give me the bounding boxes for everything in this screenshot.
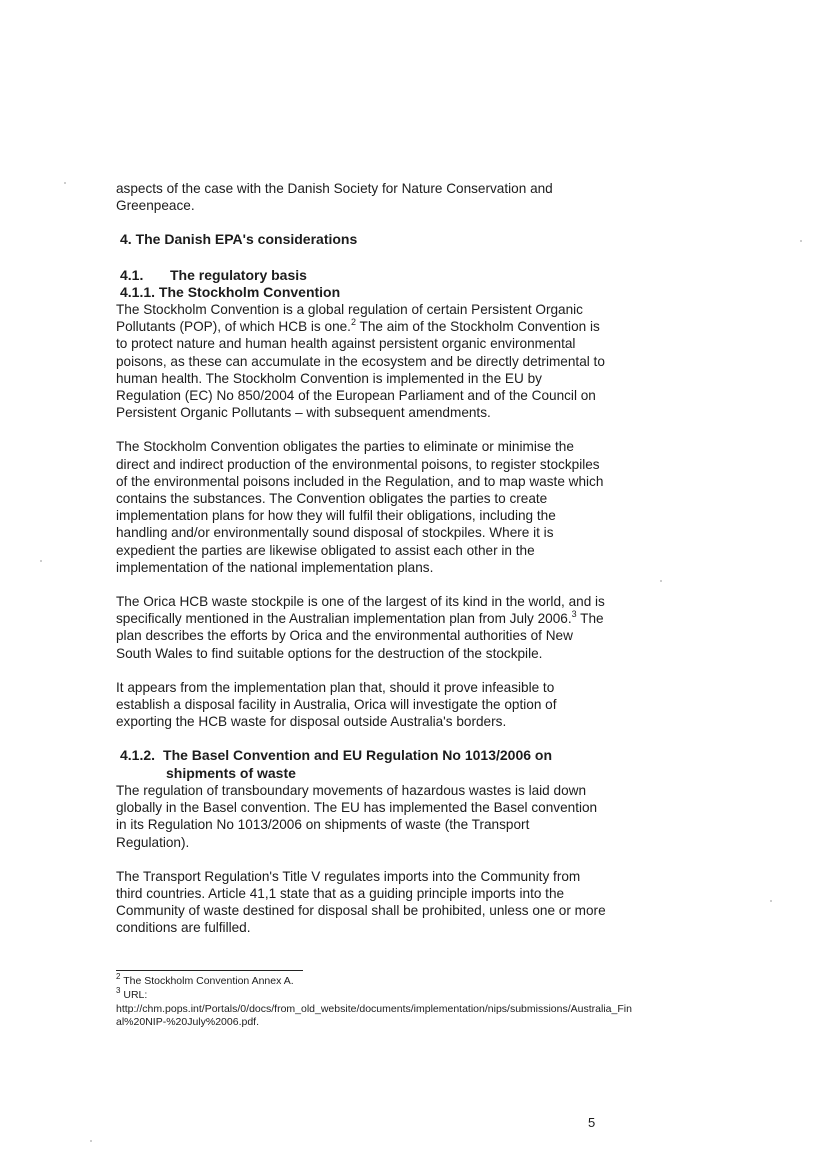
section-4-1-2-heading bbox=[120, 747, 606, 781]
footnote-mark: 2 bbox=[116, 971, 121, 981]
scan-speck bbox=[800, 240, 802, 242]
section-number: 4.1. bbox=[120, 266, 144, 283]
page-body bbox=[116, 180, 606, 954]
scan-speck bbox=[660, 580, 662, 582]
section-title: The Stockholm Convention bbox=[158, 283, 341, 300]
scan-speck bbox=[64, 182, 66, 184]
section-number: 4.1.2. bbox=[120, 747, 156, 764]
footnote-2 bbox=[116, 971, 636, 988]
scan-speck bbox=[40, 560, 42, 562]
section-number: 4. bbox=[120, 231, 132, 248]
paragraph-implementation-plan: It appears from the implementation plan that, should it prove infeasible to establish a disposal facility in Australia, Orica will investigate the option of exporting the HCB waste for disposal outside Australia's borders. bbox=[116, 679, 557, 730]
footnote-3 bbox=[116, 985, 636, 1002]
section-4-heading bbox=[120, 231, 606, 248]
paragraph-transport-regulation: The Transport Regulation's Title V regulates imports into the Community from third countries. Article 41,1 state that as a guiding principle imports into the Community of waste destined for disposal shall be prohibited, unless one or more conditions are fulfilled. bbox=[116, 868, 606, 936]
section-4-1-heading bbox=[120, 267, 606, 284]
section-number: 4.1.1. bbox=[120, 283, 156, 300]
section-title-line2: shipments of waste bbox=[166, 764, 296, 781]
footnotes bbox=[116, 970, 636, 1030]
section-title-line1: The Basel Convention and EU Regulation No 1013/2006 on bbox=[163, 747, 553, 764]
scan-speck bbox=[770, 900, 772, 902]
scan-speck bbox=[90, 1140, 92, 1142]
paragraph-basel-convention: The regulation of transboundary movements of hazardous wastes is laid down globally in the Basel convention. The EU has implemented the Basel convention in its Regulation No 1013/2006 on shipments of waste (the Transport Regulation). bbox=[116, 782, 598, 850]
footnote-ref-2: 2 bbox=[350, 316, 356, 327]
footnote-mark: 3 bbox=[116, 985, 121, 995]
section-title: The Danish EPA's considerations bbox=[135, 231, 358, 248]
section-4-1-1-heading bbox=[120, 284, 606, 301]
footnote-text: URL: bbox=[123, 989, 148, 1001]
section-title: The regulatory basis bbox=[170, 266, 307, 283]
paragraph-stockholm-intro: The Stockholm Convention is a global regulation of certain Persistent Organic Pollutants (POP), of which HCB is one.$^2$ The aim of the Stockholm Convention is to protect nature and human health against persistent organic environmental poisons, as these can accumulate in the ecosystem and be directly detrimental to human health. The Stockholm Convention is implemented in the EU by Regulation (EC) No 850/2004 of the European Parliament and of the Council on Persistent Organic Pollutants – with subsequent amendments. bbox=[116, 302, 605, 421]
footnote-3-url[interactable]: http://chm.pops.int/Portals/0/docs/from_old_website/documents/implementation/nips/submissions/Australia_Final%20NIP-%20July%2006.pdf. bbox=[116, 1003, 632, 1028]
footnote-separator bbox=[116, 970, 303, 971]
paragraph-orica-stockpile: The Orica HCB waste stockpile is one of the largest of its kind in the world, and is specifically mentioned in the Australian implementation plan from July 2006.$^3$ The plan describes the efforts by Orica and the environmental authorities of New South Wales to find suitable options for the destruction of the stockpile. bbox=[116, 594, 605, 661]
paragraph-stockholm-obligations: The Stockholm Convention obligates the parties to eliminate or minimise the direct and indirect production of the environmental poisons, to register stockpiles of the environmental poisons included in the Regulation, and to map waste which contains the substances. The Convention obligates the parties to create implementation plans for how they will fulfil their obligations, including the handling and/or environmentally sound disposal of stockpiles. Where it is expedient the parties are likewise obligated to assist each other in the implementation of the national implementation plans. bbox=[116, 439, 604, 575]
page-number: 5 bbox=[588, 1115, 596, 1130]
footnote-ref-3: 3 bbox=[571, 608, 577, 619]
footnote-text: The Stockholm Convention Annex A. bbox=[123, 975, 294, 987]
intro-paragraph: aspects of the case with the Danish Society for Nature Conservation and Greenpeace. bbox=[116, 181, 553, 214]
